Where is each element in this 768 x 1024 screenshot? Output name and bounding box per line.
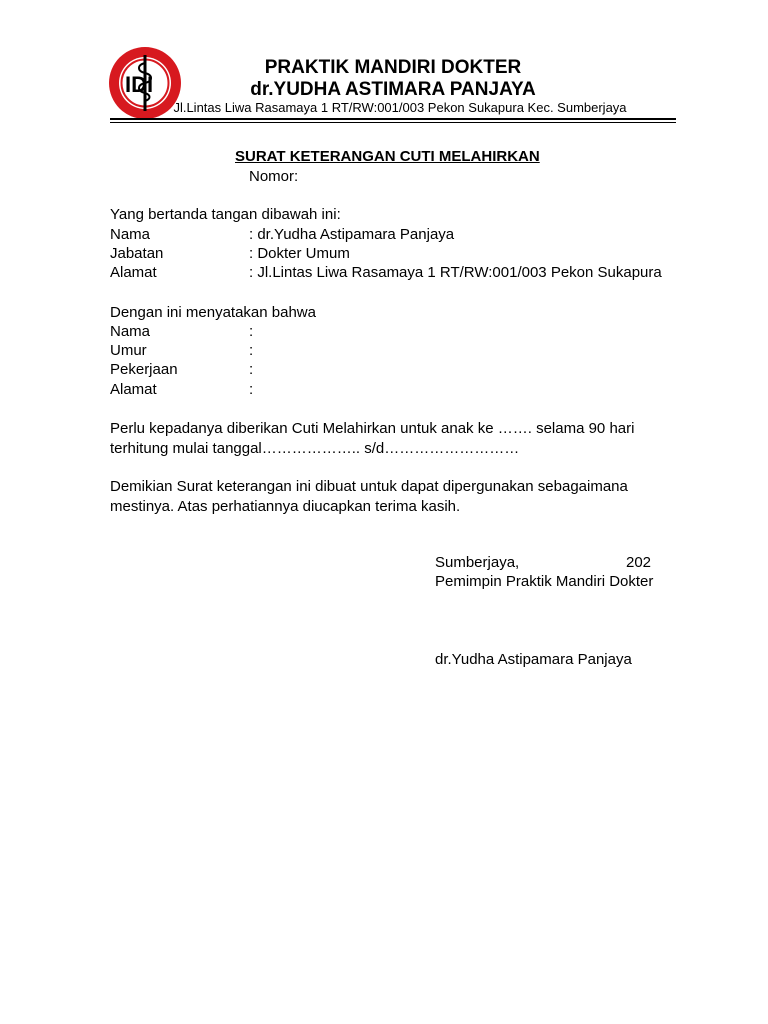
clinic-address: Jl.Lintas Liwa Rasamaya 1 RT/RW:001/003 Pekon Sukapura Kec. Sumberjaya — [173, 100, 627, 115]
subject-job-label: Pekerjaan — [110, 361, 178, 378]
signer-position-label: Jabatan — [110, 245, 164, 262]
subject-age-label: Umur — [110, 342, 147, 359]
signer-address-value: : Jl.Lintas Liwa Rasamaya 1 RT/RW:001/003 Pekon Sukapura — [249, 264, 662, 281]
letter-title: SURAT KETERANGAN CUTI MELAHIRKAN — [235, 148, 540, 165]
subject-age-value: : — [249, 342, 254, 359]
signature-place: Sumberjaya, — [435, 554, 520, 571]
doctor-name-heading: dr.YUDHA ASTIMARA PANJAYA — [250, 79, 536, 100]
subject-address-label: Alamat — [110, 381, 157, 398]
clinic-name: PRAKTIK MANDIRI DOKTER — [264, 57, 522, 78]
logo-text: IDI — [125, 72, 154, 97]
header-divider-thin — [110, 122, 676, 123]
statement-text: Dengan ini menyatakan bahwa — [110, 304, 316, 321]
header-divider-thick — [110, 118, 676, 120]
signer-name-label: Nama — [110, 226, 151, 243]
closing-paragraph: Demikian Surat keterangan ini dibuat untuk dapat dipergunakan sebagaimana mestinya. Atas perhatiannya diucapkan terima kasih. — [110, 478, 628, 515]
subject-name-label: Nama — [110, 323, 151, 340]
subject-job-value: : — [249, 361, 254, 378]
intro-text: Yang bertanda tangan dibawah ini: — [110, 206, 341, 223]
letter-number: Nomor: — [249, 168, 299, 185]
subject-address-value: : — [249, 381, 254, 398]
signature-name: dr.Yudha Astipamara Panjaya — [435, 651, 632, 668]
signature-position: Pemimpin Praktik Mandiri Dokter — [435, 573, 654, 590]
signature-year: 202 — [626, 554, 652, 571]
signer-position-value: : Dokter Umum — [249, 245, 350, 262]
signer-address-label: Alamat — [110, 264, 157, 281]
signer-name-value: : dr.Yudha Astipamara Panjaya — [249, 226, 455, 243]
leave-paragraph: Perlu kepadanya diberikan Cuti Melahirkan untuk anak ke ……. selama 90 hari terhitung mulai tanggal……………….. s/d……………………… — [110, 420, 635, 457]
subject-name-value: : — [249, 323, 254, 340]
